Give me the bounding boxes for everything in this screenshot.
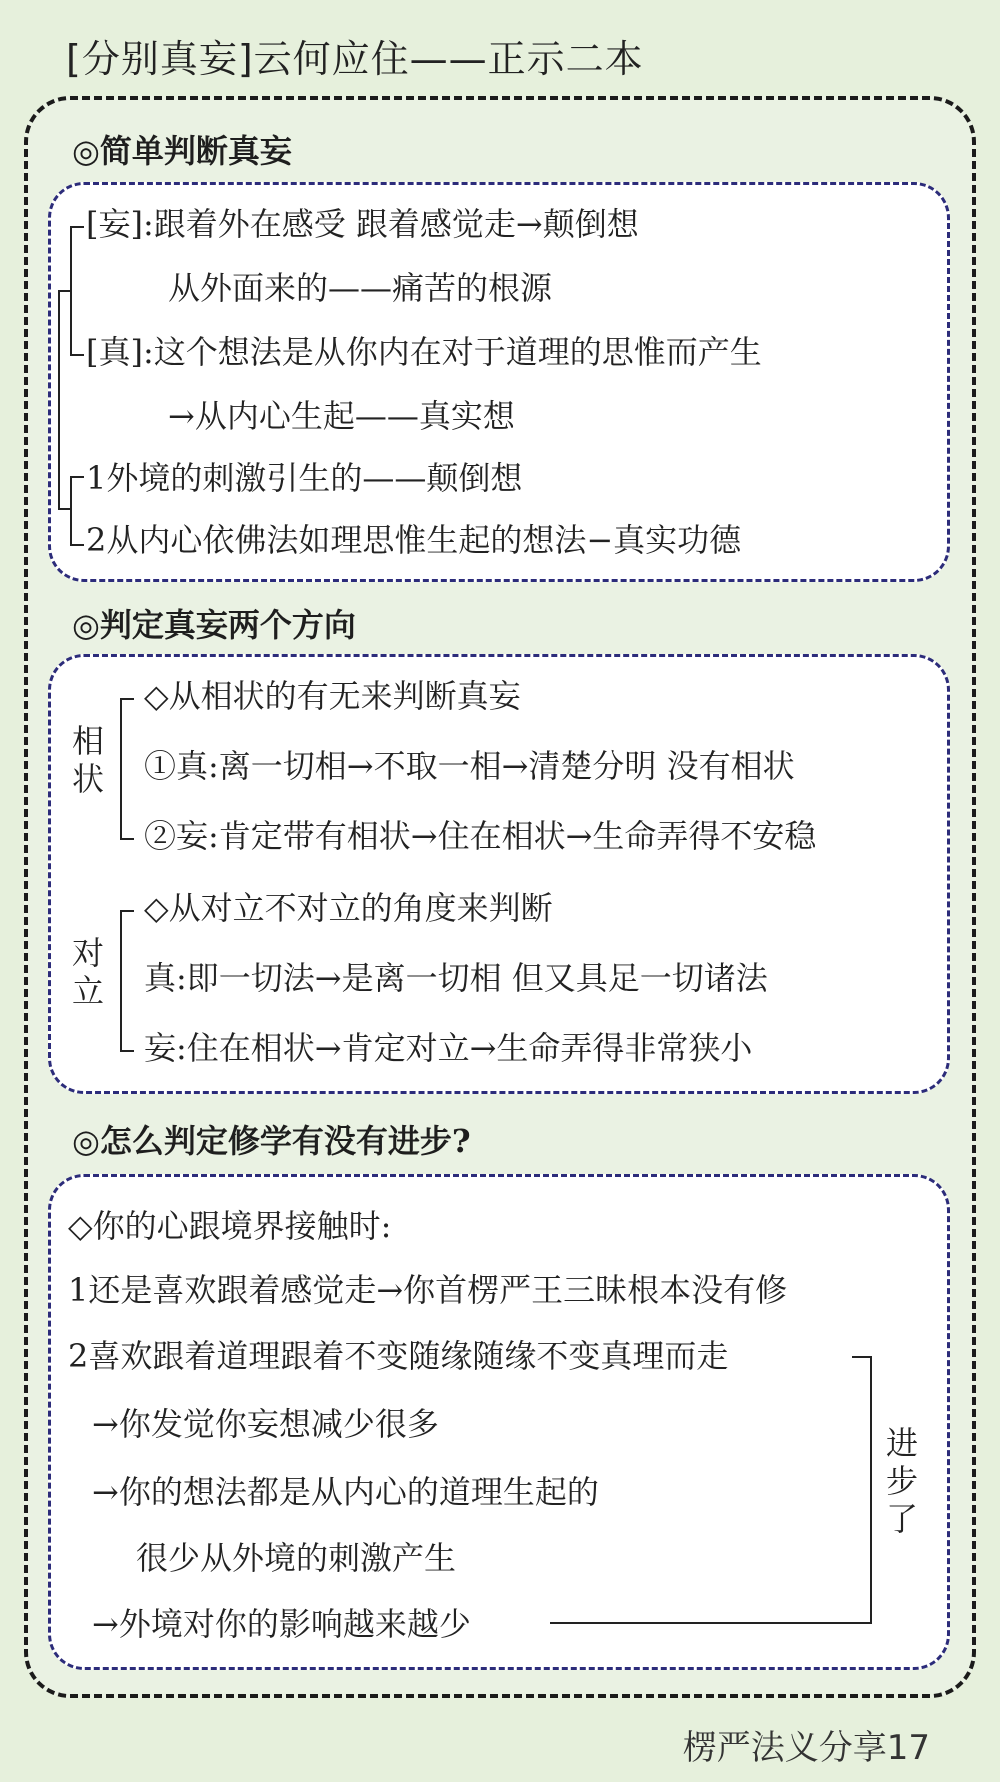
bracket-outer: [58, 290, 70, 510]
line-dl-heading: ◇从对立不对立的角度来判断: [144, 889, 553, 927]
line-result-2b: 很少从外境的刺激产生: [136, 1539, 457, 1577]
line-xz-wang: ②妄:肯定带有相状→住在相状→生命弄得不安稳: [144, 817, 817, 855]
line-zhen-arise: →从内心生起——真实想: [168, 397, 515, 435]
bracket-progress: [852, 1356, 872, 1624]
line-result-1: →你发觉你妄想减少很多: [92, 1405, 439, 1443]
line-result-3: →外境对你的影响越来越少: [92, 1605, 471, 1643]
line-xz-heading: ◇从相状的有无来判断真妄: [144, 677, 521, 715]
bracket-duili: [120, 910, 134, 1052]
section-heading-two-directions: ◎判定真妄两个方向: [72, 606, 356, 644]
label-xiangzhuang: 相状: [71, 722, 104, 798]
bracket-xiangzhuang: [120, 698, 134, 840]
footer-series: 楞严法义分享17: [682, 1728, 930, 1768]
line-result-2: →你的想法都是从内心的道理生起的: [92, 1473, 599, 1511]
line-wang-source: 从外面来的——痛苦的根源: [168, 269, 553, 307]
bracket-wang-zhen: [70, 226, 84, 356]
line-zhen: [真]:这个想法是从你内在对于道理的思惟而产生: [86, 333, 762, 371]
line-option-2: 2喜欢跟着道理跟着不变随缘随缘不变真理而走: [68, 1337, 729, 1375]
line-item-1: 1外境的刺激引生的——颠倒想: [86, 459, 523, 497]
label-progress: 进步了: [885, 1424, 918, 1538]
connector-last-line: [550, 1622, 854, 1624]
line-item-2: 2从内心依佛法如理思惟生起的想法−真实功德: [86, 521, 742, 559]
bracket-1-2: [70, 476, 84, 546]
label-duili: 对立: [71, 934, 104, 1010]
line-dl-zhen: 真:即一切法→是离一切相 但又具足一切诸法: [144, 959, 768, 997]
line-contact: ◇你的心跟境界接触时:: [68, 1207, 392, 1245]
section-heading-progress: ◎怎么判定修学有没有进步?: [72, 1122, 471, 1160]
line-xz-zhen: ①真:离一切相→不取一相→清楚分明 没有相状: [144, 747, 795, 785]
line-wang: [妄]:跟着外在感受 跟着感觉走→颠倒想: [86, 205, 639, 243]
page-title: [分别真妄]云何应住——正示二本: [66, 37, 644, 81]
line-dl-wang: 妄:住在相状→肯定对立→生命弄得非常狭小: [144, 1029, 753, 1067]
section-heading-simple-judgment: ◎简单判断真妄: [72, 132, 292, 170]
line-option-1: 1还是喜欢跟着感觉走→你首楞严王三昧根本没有修: [68, 1271, 788, 1309]
